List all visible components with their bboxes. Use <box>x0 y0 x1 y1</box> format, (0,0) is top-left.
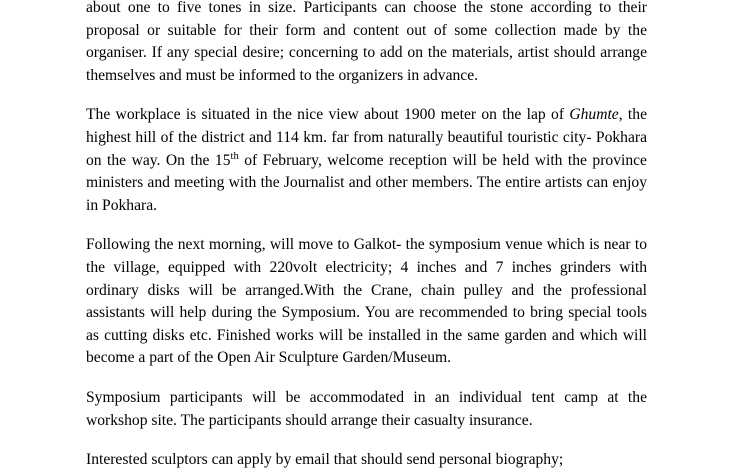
text-run: , the highest hill of the district and 114 km. far from naturally beautiful touristic city- Pokhara on the way. On the 15 <box>86 106 647 169</box>
para-accommodation <box>86 387 647 432</box>
text-run: about one to five tones in size. Participants can choose the stone according to their proposal or suitable for their form and content out of some collection made by the organiser. If any special desire; concerning to add on the materials, artist should arrange themselves and must be informed to the organizers in advance. <box>86 0 647 84</box>
italic-term: Ghumte <box>569 106 619 124</box>
para-stone-sizes <box>86 0 647 87</box>
text-run: Symposium participants will be accommodated in an individual tent camp at the workshop site. The participants should arrange their casualty insurance. <box>86 388 647 429</box>
document-body <box>86 0 647 472</box>
para-workplace <box>86 104 647 217</box>
para-apply <box>86 449 647 472</box>
para-galkot-venue <box>86 234 647 370</box>
text-run: The workplace is situated in the nice view about 1900 meter on the lap of <box>86 106 570 124</box>
text-run: Following the next morning, will move to Galkot- the symposium venue which is near to the village, equipped with 220volt electricity; 4 inches and 7 inches grinders with ordinary disks will be arranged.With the Crane, chain pulley and the professional assistants will help during the Symposium. You are recommended to bring special tools as cutting disks etc. Finished works will be installed in the same garden and which will become a part of the Open Air Sculpture Garden/Museum. <box>86 236 647 367</box>
ordinal-superscript: th <box>230 150 239 162</box>
text-run: Interested sculptors can apply by email that should send personal biography; <box>86 451 564 469</box>
text-run: of February, welcome reception will be held with the province ministers and meeting with the Journalist and other members. The entire artists can enjoy in Pokhara. <box>86 151 647 214</box>
